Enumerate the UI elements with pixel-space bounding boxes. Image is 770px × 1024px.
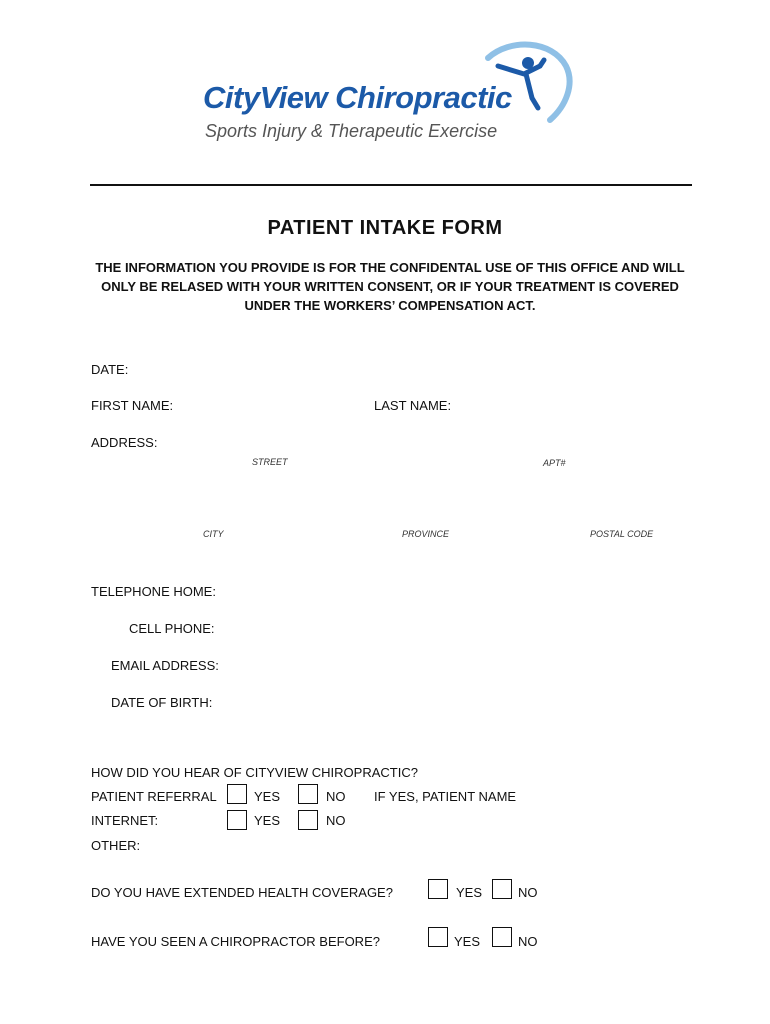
coverage-no-label: NO xyxy=(518,885,538,900)
date-label: DATE: xyxy=(91,362,129,377)
internet-yes-label: YES xyxy=(254,813,281,828)
other-label: OTHER: xyxy=(91,838,141,853)
patient-referral-label: PATIENT REFERRAL xyxy=(91,789,217,804)
patient-referral-yes-checkbox[interactable] xyxy=(227,784,247,804)
confidentiality-notice: THE INFORMATION YOU PROVIDE IS FOR THE CONFIDENTAL USE OF THIS OFFICE AND WILL ONLY BE RELASED WITH YOUR WRITTEN CONSENT, OR IF YOUR TREATMENT IS COVERED UNDER THE WORKERS’ COMPENSATION ACT. xyxy=(95,260,685,313)
coverage-no-checkbox[interactable] xyxy=(492,879,512,899)
address-label: ADDRESS: xyxy=(91,435,158,450)
header-divider xyxy=(90,184,692,186)
province-caption: PROVINCE xyxy=(402,529,450,539)
coverage-question: DO YOU HAVE EXTENDED HEALTH COVERAGE? xyxy=(91,885,393,900)
chiropractor-no-checkbox[interactable] xyxy=(492,927,512,947)
last-name-label: LAST NAME: xyxy=(374,398,452,413)
apt-caption: APT# xyxy=(543,458,566,468)
logo-title: CityView Chiropractic xyxy=(203,80,512,115)
first-name-label: FIRST NAME: xyxy=(91,398,174,413)
patient-referral-no-label: NO xyxy=(326,789,346,804)
chiropractor-no-label: NO xyxy=(518,934,538,949)
cell-phone-label: CELL PHONE: xyxy=(129,621,215,636)
street-caption: STREET xyxy=(252,457,288,467)
chiropractor-yes-label: YES xyxy=(454,934,481,949)
logo-subtitle: Sports Injury & Therapeutic Exercise xyxy=(205,121,498,141)
internet-label: INTERNET: xyxy=(91,813,159,828)
internet-no-checkbox[interactable] xyxy=(298,810,318,830)
coverage-yes-label: YES xyxy=(456,885,483,900)
chiropractor-question: HAVE YOU SEEN A CHIROPRACTOR BEFORE? xyxy=(91,934,380,949)
internet-yes-checkbox[interactable] xyxy=(227,810,247,830)
if-yes-patient-name-label: IF YES, PATIENT NAME xyxy=(374,789,517,804)
telephone-home-label: TELEPHONE HOME: xyxy=(91,584,216,599)
referral-question: HOW DID YOU HEAR OF CITYVIEW CHIROPRACTIC? xyxy=(91,765,418,780)
dob-label: DATE OF BIRTH: xyxy=(111,695,213,710)
patient-referral-no-checkbox[interactable] xyxy=(298,784,318,804)
internet-no-label: NO xyxy=(326,813,346,828)
postal-code-caption: POSTAL CODE xyxy=(590,529,654,539)
coverage-yes-checkbox[interactable] xyxy=(428,879,448,899)
email-label: EMAIL ADDRESS: xyxy=(111,658,219,673)
patient-referral-yes-label: YES xyxy=(254,789,281,804)
city-caption: CITY xyxy=(203,529,224,539)
chiropractor-yes-checkbox[interactable] xyxy=(428,927,448,947)
form-title: PATIENT INTAKE FORM xyxy=(267,217,503,239)
